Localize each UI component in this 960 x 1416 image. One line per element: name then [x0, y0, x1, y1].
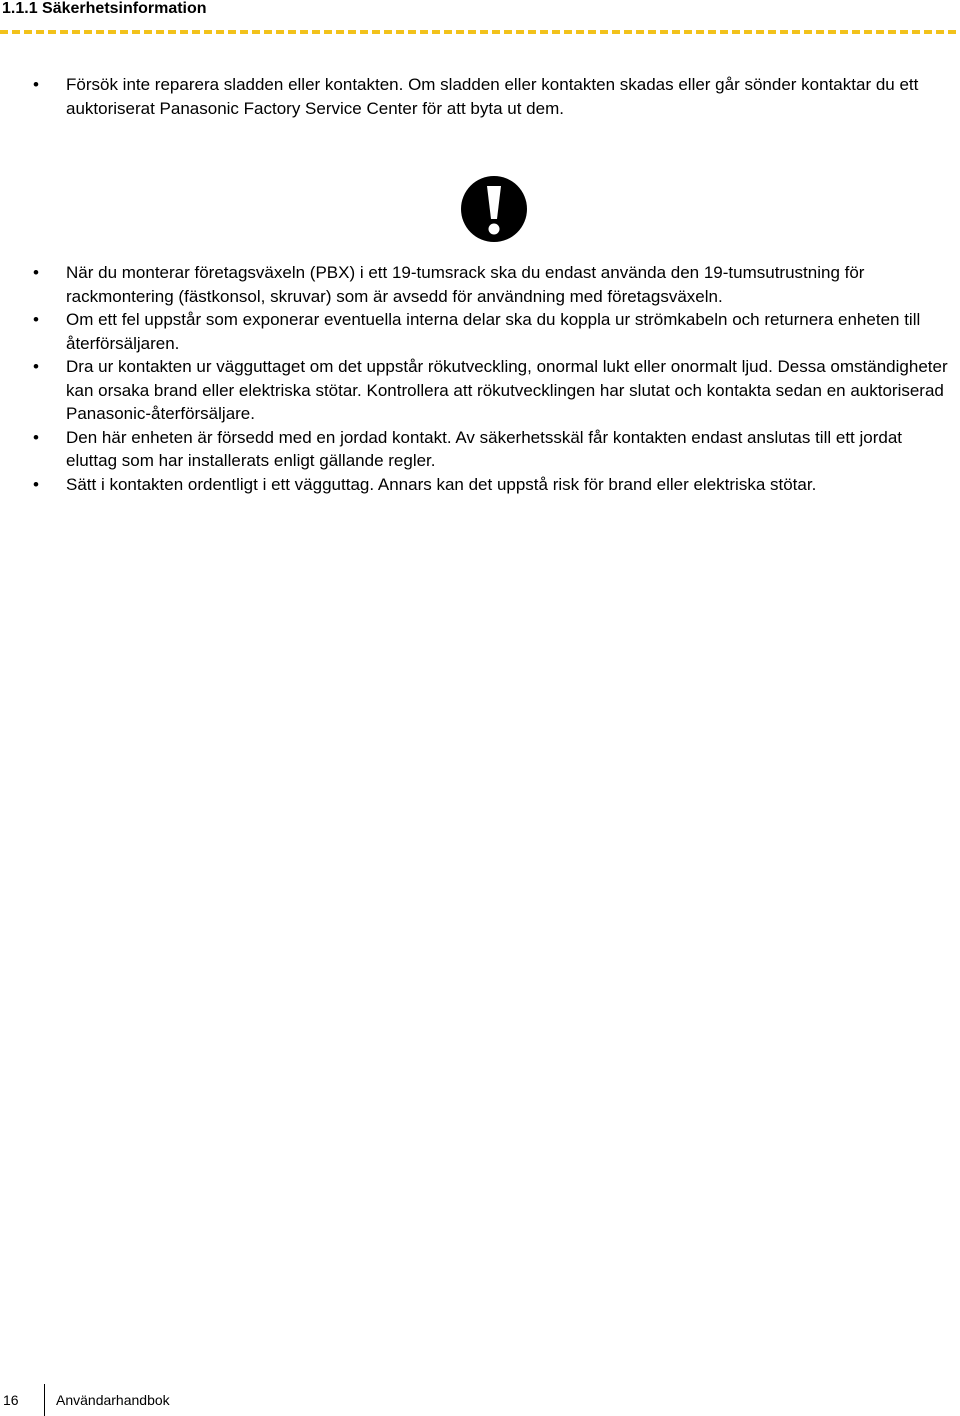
footer-divider — [44, 1384, 45, 1416]
page-number: 16 — [3, 1392, 19, 1408]
list-item: • När du monterar företagsväxeln (PBX) i ett 19-tumsrack ska du endast använda den 19-tumsutrustning för rackmontering (fästkonsol, skruvar) som är avsedd för användning med företagsväxeln. — [0, 261, 956, 308]
list-item: • Den här enheten är försedd med en jordad kontakt. Av säkerhetsskäl får kontakten endast anslutas till ett jordat eluttag som har installerats enligt gällande regler. — [0, 426, 956, 473]
heading-rule — [0, 30, 956, 34]
list-item: • Försök inte reparera sladden eller kontakten. Om sladden eller kontakten skadas eller går sönder kontaktar du ett auktoriserat Panasonic Factory Service Center för att byta ut dem. — [0, 73, 956, 120]
list-item: • Sätt i kontakten ordentligt i ett vägguttag. Annars kan det uppstå risk för brand eller elektriska stötar. — [0, 473, 956, 497]
section-heading — [2, 0, 207, 18]
section-title: Säkerhetsinformation — [42, 0, 207, 17]
section-number: 1.1.1 — [2, 0, 38, 17]
list-item: • Om ett fel uppstår som exponerar eventuella interna delar ska du koppla ur strömkabeln och returnera enheten till återförsäljaren. — [0, 308, 956, 355]
warning-bullet-list — [0, 261, 956, 496]
footer-document-title: Användarhandbok — [56, 1392, 170, 1408]
list-item: • Dra ur kontakten ur vägguttaget om det uppstår rökutveckling, onormal lukt eller onormalt ljud. Dessa omständigheter kan orsaka brand eller elektriska stötar. Kontrollera att rökutvecklingen har slutat och kontakta sedan en auktoriserad Panasonic-återförsäljare. — [0, 355, 956, 426]
exclamation-circle-icon — [461, 176, 527, 242]
intro-bullet-list — [0, 73, 956, 120]
